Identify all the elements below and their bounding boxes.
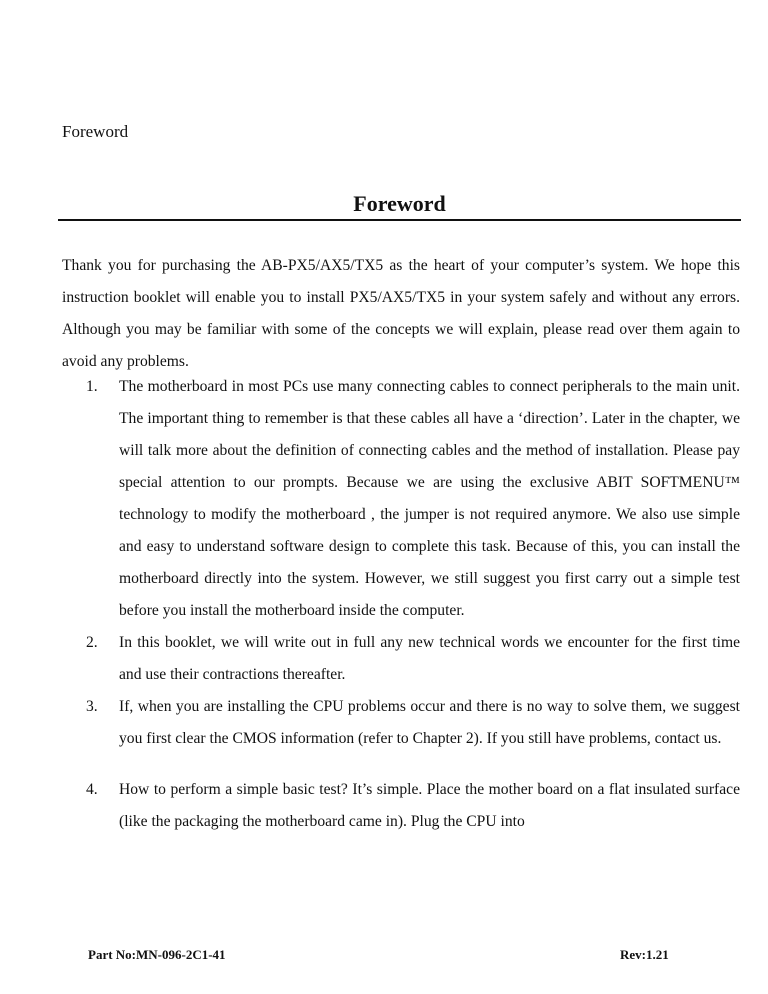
intro-paragraph: Thank you for purchasing the AB-PX5/AX5/TX5 as the heart of your computer’s system. We hope this instruction booklet will enable you to install PX5/AX5/TX5 in your system safely and without any errors. Although you may be familiar with some of the concepts we will explain, please read over them again to avoid any problems. — [62, 257, 740, 370]
list-item — [62, 774, 740, 838]
numbered-list — [62, 371, 740, 838]
section-title: Foreword — [353, 191, 446, 216]
list-item-number: 2. — [86, 634, 98, 651]
list-item — [62, 371, 740, 627]
running-header: Foreword — [62, 122, 129, 141]
list-item — [62, 627, 740, 691]
list-item-number: 1. — [86, 378, 98, 395]
list-item-text: If, when you are installing the CPU problems occur and there is no way to solve them, we suggest you first clear the CMOS information (refer to Chapter 2). If you still have problems, contact us. — [119, 698, 740, 747]
list-item-text: How to perform a simple basic test? It’s simple. Place the mother board on a flat insulated surface (like the packaging the motherboard came in). Plug the CPU into — [119, 781, 740, 830]
list-item-number: 3. — [86, 698, 98, 715]
list-item-text: The motherboard in most PCs use many connecting cables to connect peripherals to the main unit. The important thing to remember is that these cables all have a ‘direction’. Later in the chapter, we will talk more about the definition of connecting cables and the method of installation. Please pay special attention to our prompts. Because we are using the exclusive ABIT SOFTMENU™ technology to modify the motherboard , the jumper is not required anymore. We also use simple and easy to understand software design to complete this task. Because of this, you can install the motherboard directly into the system. However, we still suggest you first carry out a simple test before you install the motherboard inside the computer. — [119, 378, 740, 619]
list-item-number: 4. — [86, 781, 98, 798]
list-item — [62, 691, 740, 755]
footer-part-number: Part No:MN-096-2C1-41 — [88, 947, 226, 962]
section-title-rule — [58, 190, 741, 221]
list-item-text: In this booklet, we will write out in full any new technical words we encounter for the first time and use their contractions thereafter. — [119, 634, 740, 683]
footer-revision: Rev:1.21 — [620, 947, 669, 962]
